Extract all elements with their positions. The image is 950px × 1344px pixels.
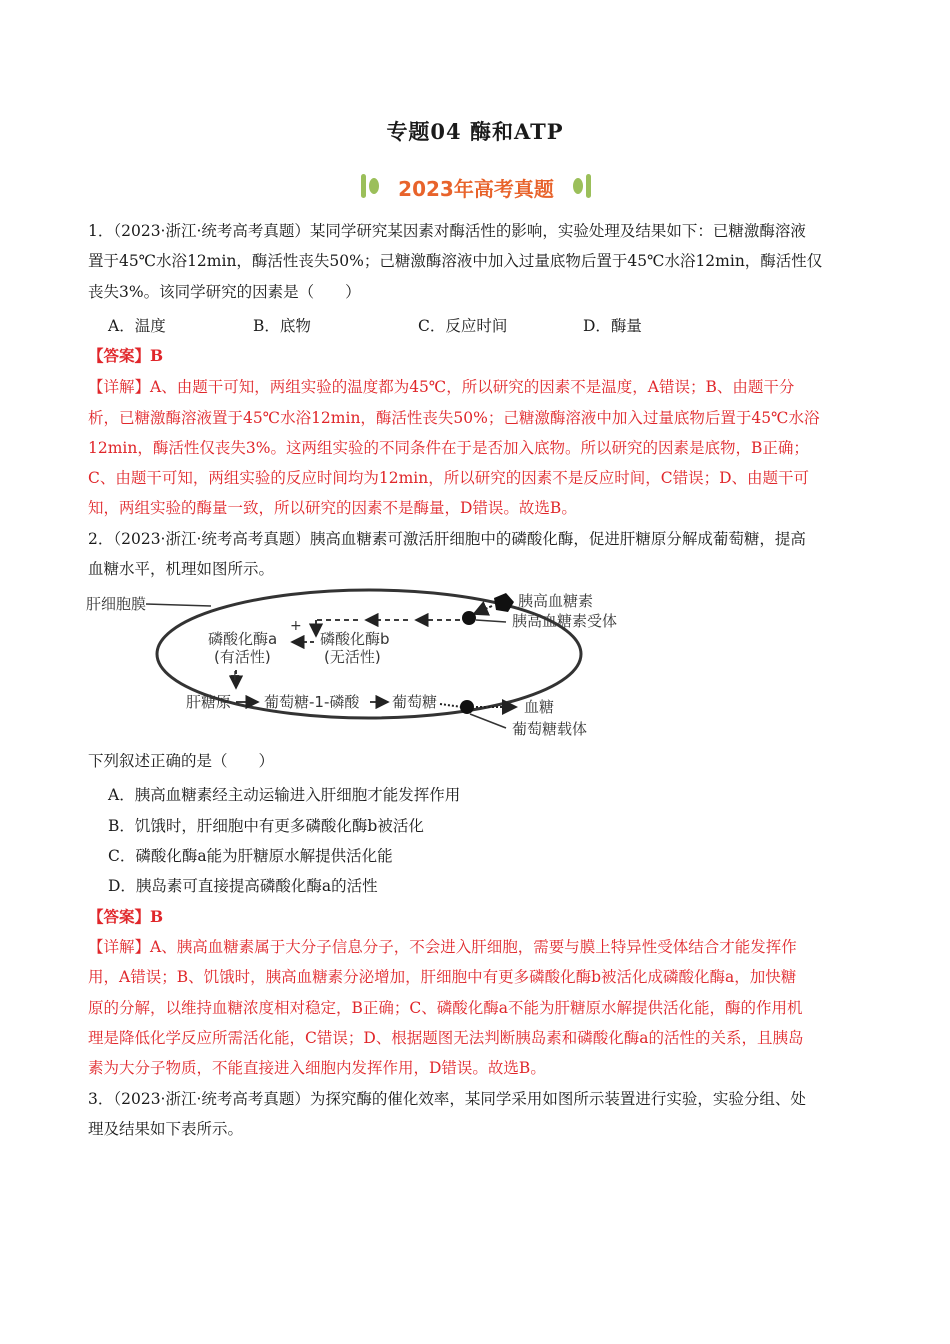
label-plus-2: + [229,668,241,684]
label-enzyme-b: 磷酸化酶b [320,630,390,648]
q1-detail-line3: 12min，酶活性仅丧失3%。这两组实验的不同条件在于是否加入底物。所以研究的因素是底物，B正确； [88,439,809,457]
label-enzyme-b-state: (无活性) [324,648,381,666]
q1-option-c: C．反应时间 [418,317,508,335]
q2-stem-line2: 血糖水平，机理如图所示。 [88,560,275,578]
label-receptor: 胰高血糖素受体 [512,612,618,630]
q2-option-c: C．磷酸化酶a能为肝糖原水解提供活化能 [108,847,393,865]
q2-detail-line1: 【详解】A、胰高血糖素属于大分子信息分子，不会进入肝细胞，需要与膜上特异性受体结合才能发挥作 [88,938,797,956]
label-enzyme-a-state: (有活性) [214,648,271,666]
label-glucagon: 胰高血糖素 [518,592,594,610]
q3-stem-line1: 3．（2023·浙江·统考高考真题）为探究酶的催化效率，某同学采用如图所示装置进行实验，实验分组、处 [88,1090,806,1108]
q2-detail-line2: 用，A错误；B、饥饿时，胰高血糖素分泌增加，肝细胞中有更多磷酸化酶b被活化成磷酸化酶a，加快糖 [88,968,797,986]
banner-right-bar-icon [586,174,591,198]
label-enzyme-a: 磷酸化酶a [208,630,278,648]
glucagon-mechanism-diagram [86,584,646,744]
q1-detail-line1: 【详解】A、由题干可知，两组实验的温度都为45℃，所以研究的因素不是温度，A错误；B、由题干分 [88,378,795,396]
q1-stem-line3: 丧失3%。该同学研究的因素是（ ） [88,283,361,301]
page-title: 专题04 酶和ATP [386,119,564,144]
label-membrane: 肝细胞膜 [86,595,147,613]
q2-option-b: B．饥饿时，肝细胞中有更多磷酸化酶b被活化 [108,817,424,835]
q3-stem-line2: 理及结果如下表所示。 [88,1120,244,1138]
q1-detail-line2: 析，已糖激酶溶液置于45℃水浴12min，酶活性丧失50%；己糖激酶溶液中加入过量底物后置于45℃水浴 [88,409,820,427]
q1-stem-line1: 1．（2023·浙江·统考高考真题）某同学研究某因素对酶活性的影响，实验处理及结果如下：已糖激酶溶液 [88,222,806,240]
label-plus-1: + [290,618,302,634]
label-carrier: 葡萄糖载体 [512,720,588,738]
banner-label: 2023年高考真题 [398,177,554,201]
q1-detail-line5: 知，两组实验的酶量一致，所以研究的因素不是酶量，D错误。故选B。 [88,499,577,517]
q1-option-a: A．温度 [108,317,166,335]
q1-answer: 【答案】B [88,346,164,365]
glucagon-icon [494,593,514,612]
label-glucose: 葡萄糖 [392,693,438,711]
q2-detail-line5: 素为大分子物质，不能直接进入细胞内发挥作用，D错误。故选B。 [88,1059,546,1077]
receptor-icon [462,611,476,625]
q2-detail-line4: 理是降低化学反应所需活化能，C错误；D、根据题图无法判断胰岛素和磷酸化酶a的活性的关系，且胰岛 [88,1029,804,1047]
banner-right-leaf-icon [573,178,583,194]
q2-answer: 【答案】B [88,907,164,926]
label-g1p: 葡萄糖-1-磷酸 [264,693,360,711]
glucose-carrier-icon [460,700,474,714]
q1-option-b: B．底物 [253,317,311,335]
label-glycogen: 肝糖原 [186,693,232,711]
q1-detail-line4: C、由题干可知，两组实验的反应时间均为12min，所以研究的因素不是反应时间，C错误；D、由题干可 [88,469,810,487]
q1-stem-line2: 置于45℃水浴12min，酶活性丧失50%；己糖激酶溶液中加入过量底物后置于45℃水浴12min，酶活性仅 [88,252,823,270]
q2-detail-line3: 原的分解，以维持血糖浓度相对稳定，B正确；C、磷酸化酶a不能为肝糖原水解提供活化能，酶的作用机 [88,999,803,1017]
q1-option-d: D．酶量 [583,317,642,335]
section-banner [355,170,597,204]
q2-option-d: D．胰岛素可直接提高磷酸化酶a的活性 [108,877,378,895]
label-blood-sugar: 血糖 [524,698,555,716]
q2-option-a: A．胰高血糖素经主动运输进入肝细胞才能发挥作用 [108,786,461,804]
q2-question: 下列叙述正确的是（ ） [88,752,275,770]
q2-stem-line1: 2．（2023·浙江·统考高考真题）胰高血糖素可激活肝细胞中的磷酸化酶，促进肝糖原分解成葡萄糖，提高 [88,530,806,548]
